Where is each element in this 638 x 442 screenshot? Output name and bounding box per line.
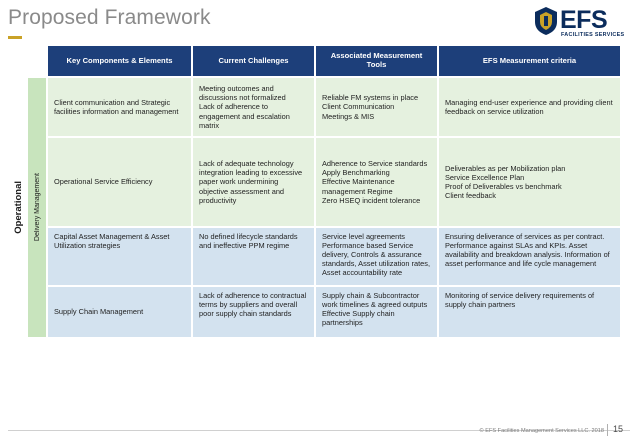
header-spacer — [10, 46, 46, 76]
table-cell-tools: Service level agreements Performance based Service delivery, Controls & assurance standards, Asset utilization rates, Asset accountability rate — [316, 228, 437, 285]
page-title: Proposed Framework — [8, 6, 211, 29]
side-label-operational — [10, 78, 26, 337]
logo-wordmark: EFS — [560, 6, 608, 34]
footer-copyright: © EFS Facilities Management Services LLC. 2018 — [479, 428, 604, 434]
side-label-delivery-management-text: Delivery Management — [33, 173, 41, 242]
table-cell-criteria: Deliverables as per Mobilization plan Service Excellence Plan Proof of Deliverables vs benchmark Client feedback — [439, 138, 620, 226]
table-cell-challenges: Lack of adherence to contractual terms by suppliers and overall poor supply chain standards — [193, 287, 314, 337]
side-label-operational-text: Operational — [12, 181, 24, 234]
title-accent-bar — [8, 36, 22, 39]
table-cell-criteria: Managing end-user experience and providing client feedback on service utilization — [439, 78, 620, 136]
efs-emblem-icon — [534, 6, 558, 36]
table-cell-tools: Adherence to Service standards Apply Benchmarking Effective Maintenance management Regime Zero HSEQ incident tolerance — [316, 138, 437, 226]
table-cell-component: Supply Chain Management — [48, 287, 191, 337]
table-cell-tools: Reliable FM systems in place Client Communication Meetings & MIS — [316, 78, 437, 136]
table-cell-component: Client communication and Strategic facilities information and management — [48, 78, 191, 136]
framework-table — [10, 46, 620, 337]
table-cell-criteria: Ensuring deliverance of services as per contract. Performance against SLAs and KPIs. Asset availability and breakdown analysis. Information of asset performance and life cycle management — [439, 228, 620, 285]
table-cell-challenges: Lack of adequate technology integration leading to excessive paper work undermining objective assessment and productivity — [193, 138, 314, 226]
table-cell-criteria: Monitoring of service delivery requirements of supply chain partners — [439, 287, 620, 337]
table-cell-challenges: Meeting outcomes and discussions not formalized Lack of adherence to engagement and escalation matrix — [193, 78, 314, 136]
table-cell-challenges: No defined lifecycle standards and ineffective PPM regime — [193, 228, 314, 285]
logo-tagline: FACILITIES SERVICES — [561, 32, 625, 38]
footer-separator — [607, 424, 608, 436]
page-number: 15 — [613, 424, 624, 434]
table-cell-tools: Supply chain & Subcontractor work timelines & agreed outputs Effective Supply chain partnerships — [316, 287, 437, 337]
header-efs-criteria: EFS Measurement criteria — [439, 46, 620, 76]
efs-logo — [534, 4, 626, 40]
header-key-components: Key Components & Elements — [48, 46, 191, 76]
header-current-challenges: Current Challenges — [193, 46, 314, 76]
side-label-delivery-management — [28, 78, 46, 337]
table-cell-component: Operational Service Efficiency — [48, 138, 191, 226]
header-measurement-tools: Associated Measurement Tools — [316, 46, 437, 76]
table-cell-component: Capital Asset Management & Asset Utilization strategies — [48, 228, 191, 285]
